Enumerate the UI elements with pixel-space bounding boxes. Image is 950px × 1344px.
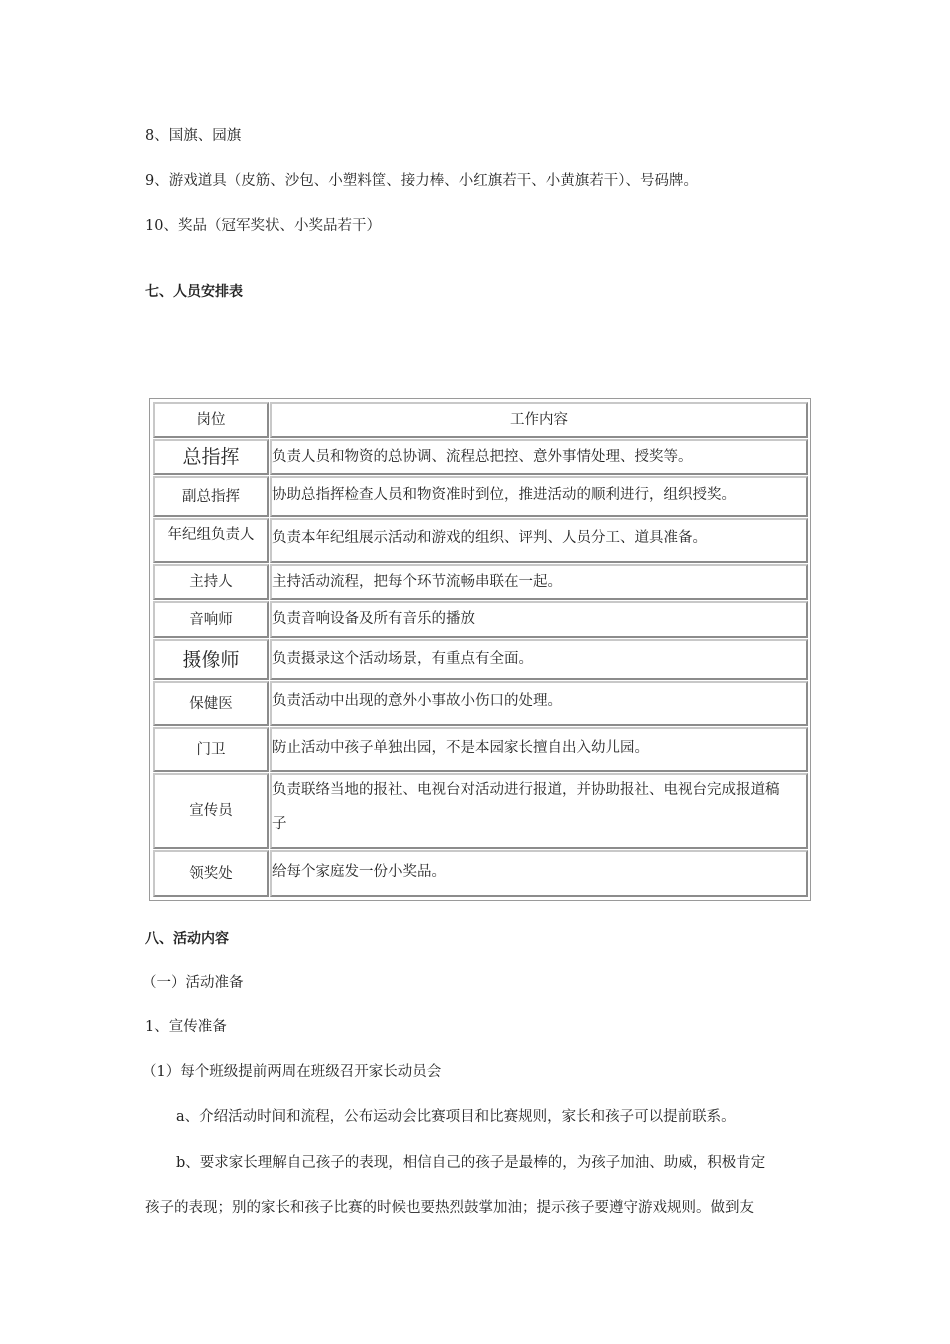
table-duty-cell: 协助总指挥检查人员和物资准时到位，推进活动的顺利进行，组织授奖。: [270, 476, 808, 517]
table-duty-cell: 防止活动中孩子单独出园，不是本园家长擅自出入幼儿园。: [270, 727, 808, 772]
table-duty-cell: 负责活动中出现的意外小事故小伤口的处理。: [270, 681, 808, 726]
list-item-8: 8、国旗、园旗: [145, 128, 242, 144]
table-header-duty: 工作内容: [270, 402, 808, 438]
paragraph-a: a、介绍活动时间和流程，公布运动会比赛项目和比赛规则，家长和孩子可以提前联系。: [176, 1109, 736, 1125]
table-role-cell: 摄像师: [153, 639, 269, 680]
table-role-cell: 副总指挥: [153, 476, 269, 517]
table-duty-cell: 负责人员和物资的总协调、流程总把控、意外事情处理、授奖等。: [270, 439, 808, 475]
table-role-cell: 主持人: [153, 564, 269, 600]
table-role-cell: 年纪组负责人: [153, 518, 269, 563]
table-header-role: 岗位: [153, 402, 269, 438]
list-item-9: 9、游戏道具（皮筋、沙包、小塑料筐、接力棒、小红旗若干、小黄旗若干）、号码牌。: [145, 173, 698, 189]
table-role-cell: 宣传员: [153, 773, 269, 849]
staff-table: [149, 398, 811, 901]
table-duty-cell: 负责本年纪组展示活动和游戏的组织、评判、人员分工、道具准备。: [270, 518, 808, 563]
table-duty-line: 负责联络当地的报社、电视台对活动进行报道，并协助报社、电视台完成报道稿: [272, 782, 780, 798]
table-duty-cell: 负责摄录这个活动场景，有重点有全面。: [270, 639, 808, 680]
table-duty-cell: 给每个家庭发一份小奖品。: [270, 850, 808, 897]
table-role-cell: 门卫: [153, 727, 269, 772]
table-role-cell: 领奖处: [153, 850, 269, 897]
table-role-cell: 音响师: [153, 601, 269, 638]
table-duty-cell: [270, 773, 808, 849]
sub-item: （1）每个班级提前两周在班级召开家长动员会: [142, 1064, 442, 1080]
table-duty-line: 子: [272, 816, 287, 832]
table-role-cell: 保健医: [153, 681, 269, 726]
section-8-heading: 八、活动内容: [145, 931, 229, 947]
paragraph-b-line1: b、要求家长理解自己孩子的表现，相信自己的孩子是最棒的，为孩子加油、助威，积极肯定: [176, 1155, 766, 1171]
subsection-heading: （一）活动准备: [142, 975, 244, 991]
list-item-10: 10、奖品（冠军奖状、小奖品若干）: [145, 218, 381, 234]
table-duty-cell: 主持活动流程，把每个环节流畅串联在一起。: [270, 564, 808, 600]
item-heading: 1、宣传准备: [145, 1019, 227, 1035]
table-duty-cell: 负责音响设备及所有音乐的播放: [270, 601, 808, 638]
table-role-cell: 总指挥: [153, 439, 269, 475]
section-7-heading: 七、人员安排表: [145, 284, 243, 300]
paragraph-b-line2: 孩子的表现；别的家长和孩子比赛的时候也要热烈鼓掌加油；提示孩子要遵守游戏规则。做到友: [145, 1200, 754, 1216]
